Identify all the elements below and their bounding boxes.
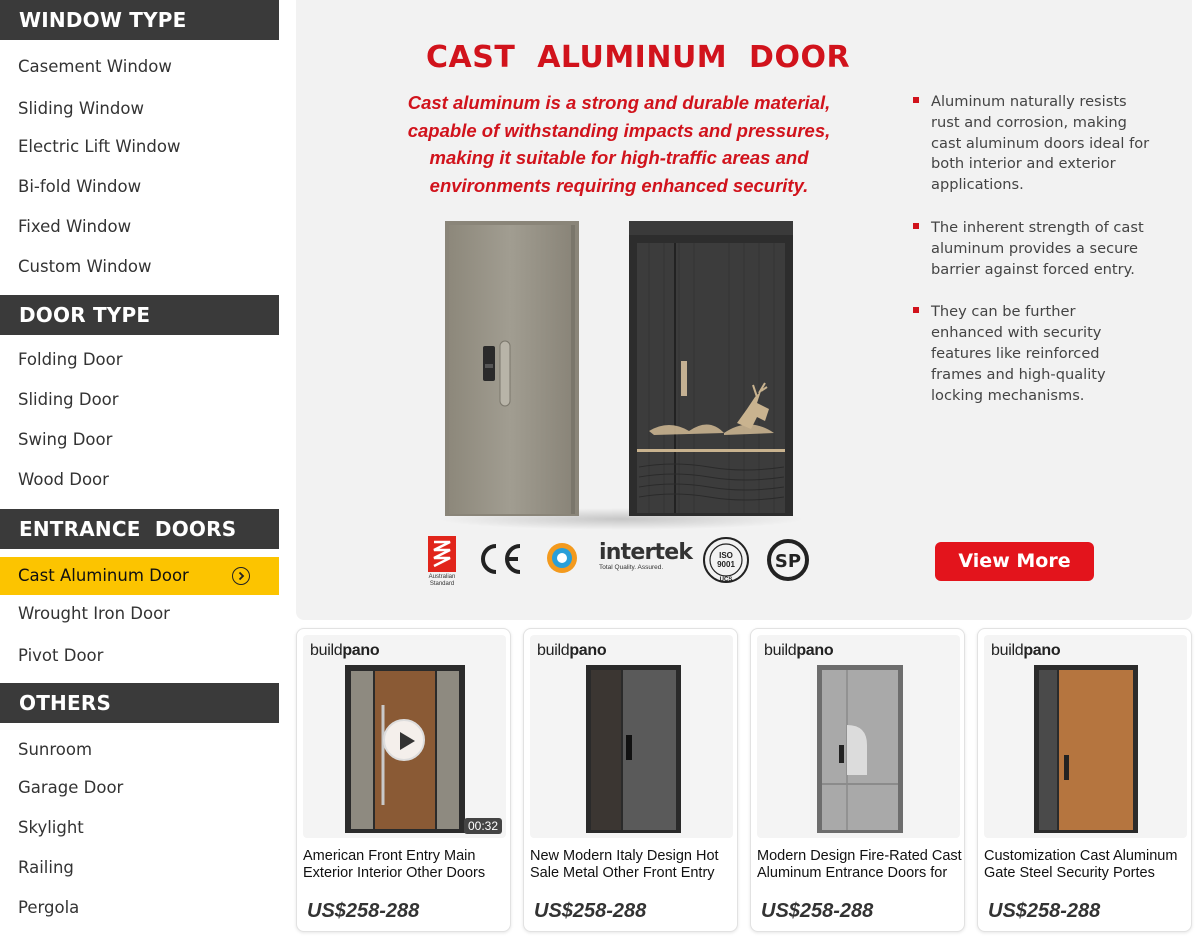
section-header-window-type: WINDOW TYPE — [0, 0, 279, 40]
product-price: US$258-288 — [534, 900, 647, 922]
product-image[interactable] — [530, 635, 733, 838]
certification-logos — [424, 534, 814, 586]
sidebar-item-pivot-door[interactable]: Pivot Door — [18, 646, 104, 665]
product-card[interactable] — [296, 628, 511, 932]
taupe-door-image — [445, 221, 579, 521]
brand-logo: buildpano — [310, 642, 380, 659]
sidebar-item-wrought-iron-door[interactable]: Wrought Iron Door — [18, 604, 170, 623]
feature-list — [911, 92, 1151, 406]
svg-text:9001: 9001 — [717, 560, 735, 569]
product-card[interactable] — [750, 628, 965, 932]
category-sidebar — [0, 0, 279, 938]
sidebar-item-sliding-window[interactable]: Sliding Window — [18, 99, 144, 118]
intertek-wordmark: intertek — [599, 540, 693, 565]
product-image[interactable] — [303, 635, 506, 838]
sidebar-item-garage-door[interactable]: Garage Door — [18, 778, 124, 797]
iso-9001-logo — [702, 536, 750, 584]
chevron-right-circle-icon — [232, 567, 250, 585]
brand-logo: buildpano — [764, 642, 834, 659]
sidebar-item-custom-window[interactable]: Custom Window — [18, 257, 152, 276]
sidebar-item-swing-door[interactable]: Swing Door — [18, 430, 113, 449]
video-duration: 00:32 — [464, 818, 502, 834]
feature-item: They can be further enhanced with security features like reinforced frames and high-quality locking mechanisms. — [911, 302, 1151, 406]
product-name[interactable]: New Modern Italy Design Hot Sale Metal Other Front Entry — [530, 848, 719, 881]
hero-description: Cast aluminum is a strong and durable material, capable of withstanding impacts and pressures, making it suitable for high-traffic areas and environments requiring enhanced security. — [407, 92, 831, 196]
brand-logo: buildpano — [991, 642, 1061, 659]
view-more-button[interactable]: View More — [935, 542, 1094, 581]
australian-standard-logo — [424, 534, 460, 586]
svg-text:ISO: ISO — [719, 551, 733, 560]
product-price: US$258-288 — [761, 900, 874, 922]
section-header-others: OTHERS — [0, 683, 279, 723]
section-header-door-type: DOOR TYPE — [0, 295, 279, 335]
svg-text:UCS: UCS — [719, 577, 733, 583]
product-door-2-illustration — [586, 665, 681, 835]
sidebar-item-label: Cast Aluminum Door — [18, 566, 189, 585]
product-image[interactable] — [984, 635, 1187, 838]
australian-standard-text: Australian — [428, 574, 456, 580]
sidebar-item-skylight[interactable]: Skylight — [18, 818, 84, 837]
energy-rating-logo — [544, 540, 580, 576]
svg-text:Standard: Standard — [429, 581, 455, 586]
csa-logo — [766, 538, 810, 582]
feature-item: Aluminum naturally resists rust and corrosion, making cast aluminum doors ideal for both interior and exterior applications. — [911, 92, 1151, 196]
sidebar-item-sunroom[interactable]: Sunroom — [18, 740, 93, 759]
product-card[interactable] — [523, 628, 738, 932]
sidebar-item-sliding-door[interactable]: Sliding Door — [18, 390, 119, 409]
ce-mark-logo — [478, 542, 524, 576]
product-door-3-illustration — [817, 665, 903, 835]
intertek-tagline: Total Quality. Assured. — [599, 564, 664, 571]
intertek-logo — [599, 540, 693, 571]
product-card[interactable] — [977, 628, 1192, 932]
sidebar-item-fixed-window[interactable]: Fixed Window — [18, 217, 132, 236]
product-price: US$258-288 — [307, 900, 420, 922]
product-name[interactable]: Customization Cast Aluminum Gate Steel Security Portes — [984, 848, 1178, 881]
sidebar-item-folding-door[interactable]: Folding Door — [18, 350, 123, 369]
sidebar-item-casement-window[interactable]: Casement Window — [18, 57, 172, 76]
play-video-icon[interactable] — [383, 719, 425, 761]
product-price: US$258-288 — [988, 900, 1101, 922]
svg-text:SP: SP — [774, 551, 802, 572]
sidebar-item-electric-lift-window[interactable]: Electric Lift Window — [18, 137, 181, 156]
sidebar-item-cast-aluminum-door[interactable] — [0, 557, 279, 595]
feature-item: The inherent strength of cast aluminum provides a secure barrier against forced entry. — [911, 218, 1151, 280]
hero-title: CAST ALUMINUM DOOR — [426, 40, 851, 75]
product-door-4-illustration — [1034, 665, 1138, 835]
dark-deer-door-image — [629, 221, 793, 521]
product-name[interactable]: Modern Design Fire-Rated Cast Aluminum Entrance Doors for — [757, 848, 962, 881]
section-header-entrance-doors: ENTRANCE DOORS — [0, 509, 279, 549]
sidebar-item-bi-fold-window[interactable]: Bi-fold Window — [18, 177, 142, 196]
sidebar-item-wood-door[interactable]: Wood Door — [18, 470, 109, 489]
sidebar-item-railing[interactable]: Railing — [18, 858, 74, 877]
sidebar-item-pergola[interactable]: Pergola — [18, 898, 80, 917]
product-name[interactable]: American Front Entry Main Exterior Interior Other Doors — [303, 848, 486, 881]
product-image[interactable] — [757, 635, 960, 838]
hero-panel — [296, 0, 1192, 620]
brand-logo: buildpano — [537, 642, 607, 659]
